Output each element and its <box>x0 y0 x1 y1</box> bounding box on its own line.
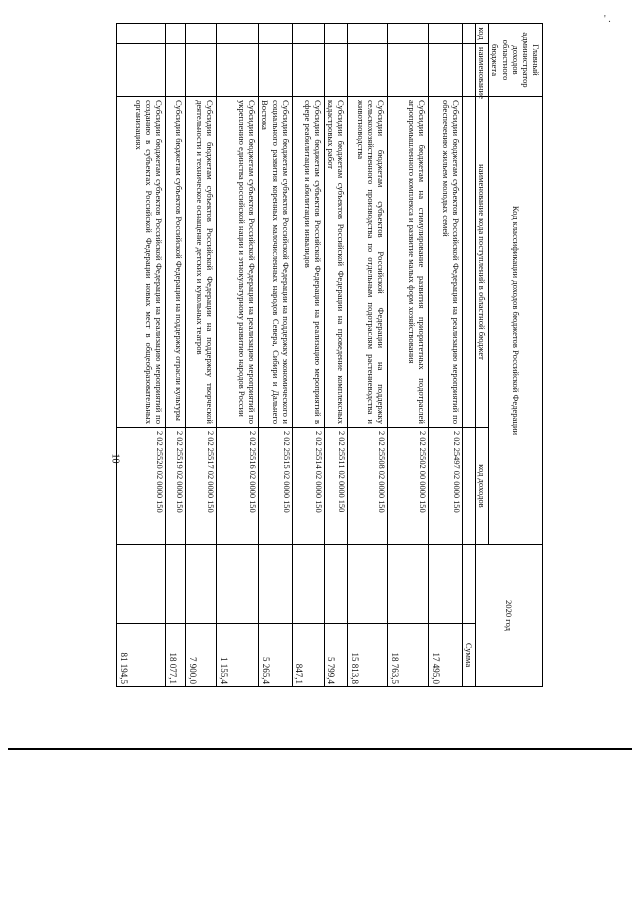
admin-code-cell <box>117 24 166 44</box>
income-code-cell: 2 02 25516 02 0000 150 <box>217 428 259 545</box>
income-name-cell: Субсидии бюджетам субъектов Российской Федерации на реализацию мероприятий по укреплению единства российской нации и этнокультурному развитию народов России <box>217 97 259 428</box>
income-code-cell: 2 02 25519 02 0000 150 <box>166 428 186 545</box>
income-code-cell: 2 02 25517 02 0000 150 <box>186 428 217 545</box>
income-code-cell: 2 02 25515 02 0000 150 <box>259 428 292 545</box>
spacer-cell <box>166 545 186 624</box>
sum-cell: 18 077,1 <box>166 624 186 687</box>
sum-cell: 5 799,4 <box>324 624 347 687</box>
income-code-cell: 2 02 25497 02 0000 150 <box>429 428 463 545</box>
spacer-cell <box>259 545 292 624</box>
table-row <box>117 24 166 687</box>
spacer-cell <box>348 545 388 624</box>
income-name-cell: Субсидии бюджетам субъектов Российской Федерации на поддержку творческой деятельности и техническое оснащение детских и кукольных театров <box>186 97 217 428</box>
table-row <box>166 24 186 687</box>
sum-cell: 1 155,4 <box>217 624 259 687</box>
col-code-header: код <box>476 24 489 44</box>
col-income-name-header: наименование кода поступлений в областной бюджет <box>476 97 489 428</box>
admin-name-cell <box>324 44 347 97</box>
admin-name-cell <box>259 44 292 97</box>
income-code-cell: 2 02 25511 02 0000 150 <box>324 428 347 545</box>
admin-name-cell <box>186 44 217 97</box>
rotated-page <box>91 23 543 686</box>
income-name-cell: Субсидии бюджетам субъектов Российской Федерации на реализацию мероприятий по обеспечению жильем молодых семей <box>429 97 463 428</box>
admin-name-cell <box>348 44 388 97</box>
table-row <box>186 24 217 687</box>
header-row-group <box>489 24 543 687</box>
page-number: 10 <box>109 453 121 464</box>
table-row <box>324 24 347 687</box>
sum-cell: 81 194,5 <box>117 624 166 687</box>
sum-cell: 18 763,5 <box>388 624 429 687</box>
admin-code-cell <box>217 24 259 44</box>
sum-cell: 5 265,4 <box>259 624 292 687</box>
table-row <box>259 24 292 687</box>
admin-code-cell <box>186 24 217 44</box>
header-row-sum <box>463 24 476 687</box>
income-name-cell: Субсидии бюджетам субъектов Российской Федерации на поддержку отрасли культуры <box>166 97 186 428</box>
corner-mark: ' . <box>604 14 611 25</box>
sum-cell: 847,1 <box>292 624 324 687</box>
spacer-cell <box>117 545 166 624</box>
admin-name-cell <box>217 44 259 97</box>
spacer-cell <box>186 545 217 624</box>
table-row <box>388 24 429 687</box>
table-row <box>292 24 324 687</box>
income-name-cell: Субсидии бюджетам субъектов Российской Федерации на поддержку экономического и социального развития коренных малочисленных народов Севера, Сибири и Дальнего Востока <box>259 97 292 428</box>
admin-code-cell <box>324 24 347 44</box>
income-table <box>116 23 543 687</box>
bottom-rule <box>8 748 632 750</box>
sum-cell: 17 495,0 <box>429 624 463 687</box>
admin-group-header: Главный администратор доходов областного бюджета <box>489 24 543 97</box>
admin-code-cell <box>429 24 463 44</box>
table-row <box>348 24 388 687</box>
income-code-cell: 2 02 25508 02 0000 150 <box>348 428 388 545</box>
col-admin-name-header: наименование <box>476 44 489 97</box>
spacer-cell <box>324 545 347 624</box>
admin-name-cell <box>388 44 429 97</box>
spacer-cell <box>388 545 429 624</box>
table-row <box>217 24 259 687</box>
spacer-cell <box>217 545 259 624</box>
income-name-cell: Субсидии бюджетам на стимулирование развития приоритетных подотраслей агропромышленного комплекса и развитие малых форм хозяйствования <box>388 97 429 428</box>
admin-name-cell <box>292 44 324 97</box>
col-income-code-header: код доходов <box>476 428 489 545</box>
income-code-cell: 2 02 25520 02 0000 150 <box>117 428 166 545</box>
income-table-body <box>117 24 543 687</box>
admin-code-cell <box>292 24 324 44</box>
income-name-cell: Субсидии бюджетам субъектов Российской Федерации на реализацию мероприятий в сфере реабилитации и абилитации инвалидов <box>292 97 324 428</box>
sum-cell: 15 813,8 <box>348 624 388 687</box>
admin-code-cell <box>348 24 388 44</box>
income-code-cell: 2 02 25514 02 0000 150 <box>292 428 324 545</box>
admin-name-cell <box>117 44 166 97</box>
admin-name-cell <box>429 44 463 97</box>
table-row <box>429 24 463 687</box>
admin-code-cell <box>166 24 186 44</box>
col-sum-header: Сумма <box>463 624 476 687</box>
admin-name-cell <box>166 44 186 97</box>
income-name-cell: Субсидии бюджетам субъектов Российской Федерации на проведение комплексных кадастровых работ <box>324 97 347 428</box>
spacer-cell <box>292 545 324 624</box>
admin-code-cell <box>388 24 429 44</box>
year-header: 2020 год <box>476 545 543 687</box>
spacer-cell <box>429 545 463 624</box>
sum-cell: 7 900,0 <box>186 624 217 687</box>
class-group-header: Код классификации доходов бюджетов Российской Федерации <box>489 97 543 545</box>
income-name-cell: Субсидии бюджетам субъектов Российской Федерации на реализацию мероприятий по созданию в субъектах Российской Федерации новых мест в общеобразовательных организациях <box>117 97 166 428</box>
admin-code-cell <box>259 24 292 44</box>
income-name-cell: Субсидии бюджетам субъектов Российской Федерации на поддержку сельскохозяйственного производства по отдельным подотраслям растениеводства и животноводства <box>348 97 388 428</box>
income-code-cell: 2 02 25502 00 0000 150 <box>388 428 429 545</box>
